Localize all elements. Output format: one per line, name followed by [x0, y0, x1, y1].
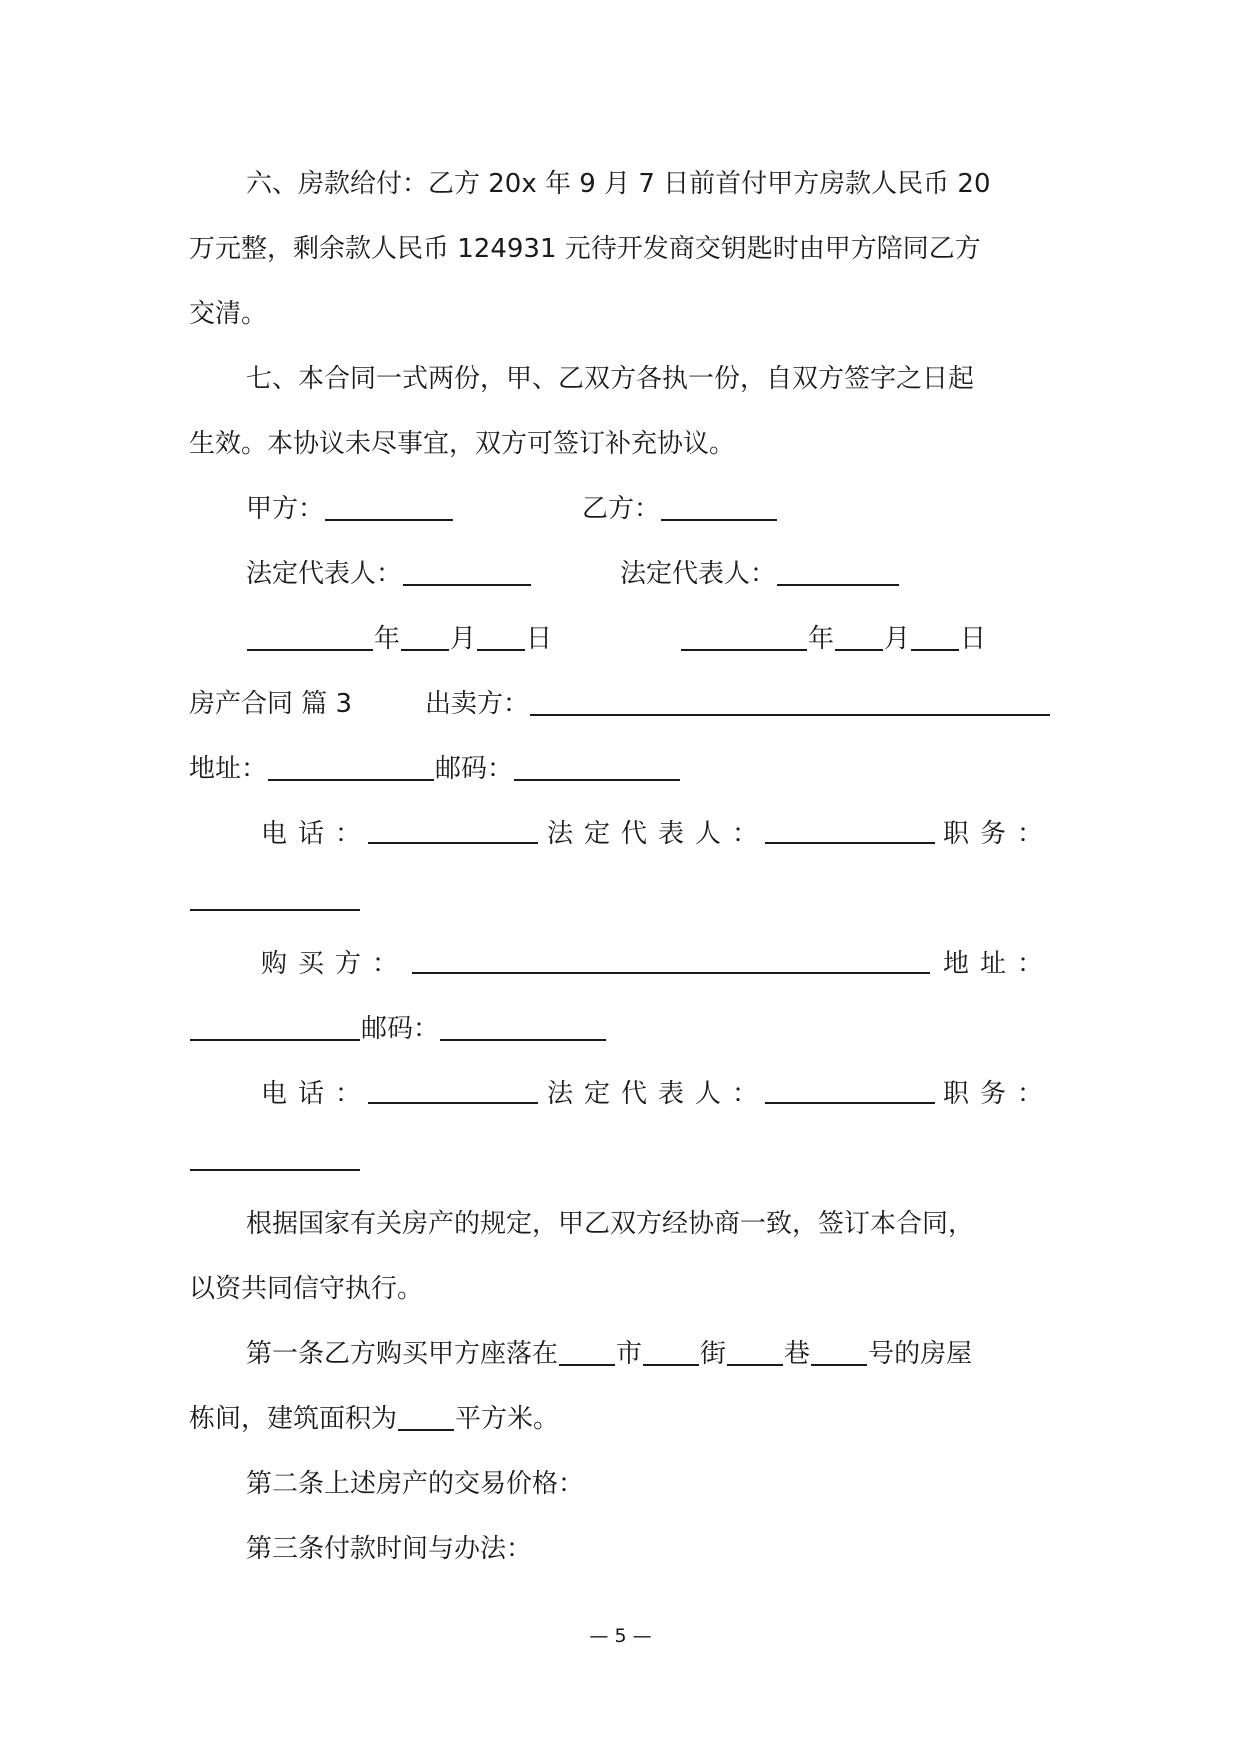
buyer-phone-row: [189, 1074, 1054, 1114]
buyer-blank[interactable]: [412, 944, 930, 974]
preamble-line2: 以资共同信守执行。: [189, 1274, 424, 1304]
date-a-month-blank[interactable]: [401, 621, 449, 651]
year-label: 年: [808, 624, 835, 654]
buyer-address-row: [189, 1009, 1054, 1049]
seller-label: 出卖方：: [425, 689, 530, 719]
legal-rep-a-field: [246, 554, 532, 594]
legal-rep-b-field: [620, 554, 900, 594]
date-b-field: [680, 619, 986, 659]
signature-row-parties: [246, 489, 1054, 529]
legal-rep-b-label: 法定代表人：: [620, 559, 777, 589]
day-label: 日: [960, 624, 987, 654]
party-a-label: 甲方：: [246, 494, 325, 524]
contract3-heading: 房产合同 篇 3: [189, 689, 353, 719]
seller-field: [425, 684, 1051, 724]
street-label: 街: [700, 1339, 727, 1369]
postcode-label: 邮码：: [435, 754, 514, 784]
city-label: 市: [616, 1339, 643, 1369]
buyer-address-blank[interactable]: [190, 1011, 360, 1041]
buyer-phone-blank[interactable]: [368, 1074, 538, 1104]
address-blank[interactable]: [268, 751, 434, 781]
lane-label: 巷: [784, 1339, 811, 1369]
address-label: 地址：: [189, 754, 268, 784]
seller-address-row: [189, 749, 1054, 789]
party-a-blank[interactable]: [325, 491, 453, 521]
date-b-month-blank[interactable]: [835, 621, 883, 651]
clause1-text: 第一条乙方购买甲方座落在: [246, 1339, 559, 1369]
party-b-blank[interactable]: [661, 491, 777, 521]
page-number: — 5 —: [589, 1625, 652, 1647]
position-label: 职务：: [943, 819, 1055, 849]
buyer-postcode-blank[interactable]: [440, 1011, 606, 1041]
buyer-legal-rep-blank[interactable]: [765, 1074, 935, 1104]
party-b-label: 乙方：: [582, 494, 661, 524]
phone-blank[interactable]: [368, 814, 538, 844]
buyer-address-label: 地址：: [943, 949, 1055, 979]
postcode-blank[interactable]: [514, 751, 680, 781]
buyer-phone-label: 电话：: [261, 1079, 373, 1109]
clause2: 第二条上述房产的交易价格：: [246, 1469, 585, 1499]
legal-rep-a-blank[interactable]: [403, 556, 531, 586]
signature-row-legal-rep: [246, 554, 1054, 594]
preamble-line1: 根据国家有关房产的规定，甲乙双方经协商一致，签订本合同，: [246, 1209, 975, 1239]
legal-rep-b-blank[interactable]: [777, 556, 899, 586]
seller-blank[interactable]: [530, 686, 1050, 716]
buyer-row: [189, 944, 1054, 984]
seller-position-row: [189, 879, 1054, 919]
legal-rep-a-label: 法定代表人：: [246, 559, 403, 589]
number-label: 号的房屋: [868, 1339, 973, 1369]
article7-line1: 七、本合同一式两份，甲、乙双方各执一份，自双方签字之日起: [246, 364, 975, 394]
article7-line2: 生效。本协议未尽事宜，双方可签订补充协议。: [189, 429, 736, 459]
number-blank[interactable]: [811, 1336, 867, 1366]
article6-line1: 六、房款给付：乙方 20x 年 9 月 7 日前首付甲方房款人民币 20: [246, 169, 991, 199]
buyer-position-row: [189, 1139, 1054, 1179]
party-a-field: [246, 489, 454, 529]
area-label: 栋间，建筑面积为: [189, 1404, 398, 1434]
buyer-position-label: 职务：: [943, 1079, 1055, 1109]
contract3-heading-row: [189, 684, 1054, 724]
year-label: 年: [374, 624, 401, 654]
seller-phone-row: [189, 814, 1054, 854]
date-a-day-blank[interactable]: [477, 621, 525, 651]
clause3: 第三条付款时间与办法：: [246, 1534, 533, 1564]
clause1-line2: [189, 1399, 1054, 1439]
lane-blank[interactable]: [727, 1336, 783, 1366]
date-b-year-blank[interactable]: [681, 621, 807, 651]
street-blank[interactable]: [643, 1336, 699, 1366]
legal-rep-label: 法定代表人：: [547, 819, 770, 849]
buyer-position-blank[interactable]: [190, 1141, 360, 1171]
area-blank[interactable]: [398, 1401, 454, 1431]
article6-line2: 万元整，剩余款人民币 124931 元待开发商交钥匙时由甲方陪同乙方: [189, 234, 981, 264]
date-a-year-blank[interactable]: [247, 621, 373, 651]
party-b-field: [582, 489, 778, 529]
city-blank[interactable]: [559, 1336, 615, 1366]
phone-label: 电话：: [261, 819, 373, 849]
clause1-line1: [246, 1334, 1054, 1374]
position-blank[interactable]: [190, 881, 360, 911]
area-unit: 平方米。: [455, 1404, 560, 1434]
buyer-postcode-label: 邮码：: [361, 1014, 440, 1044]
day-label: 日: [526, 624, 553, 654]
signature-row-date: [246, 619, 1054, 659]
date-a-field: [246, 619, 552, 659]
month-label: 月: [884, 624, 911, 654]
buyer-legal-rep-label: 法定代表人：: [547, 1079, 770, 1109]
month-label: 月: [450, 624, 477, 654]
article6-line3: 交清。: [189, 299, 268, 329]
legal-rep-blank[interactable]: [765, 814, 935, 844]
buyer-label: 购买方：: [261, 949, 410, 979]
date-b-day-blank[interactable]: [911, 621, 959, 651]
